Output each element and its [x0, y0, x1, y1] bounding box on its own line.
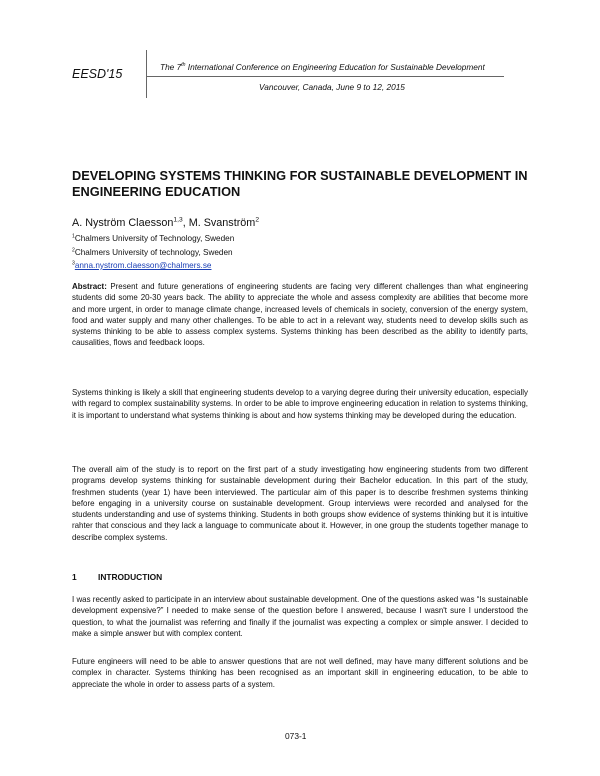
affiliation-email: $^3$anna.nystrom.claesson@chalmers.se [72, 260, 212, 270]
author-name: M. Svanström [188, 217, 256, 229]
body-paragraph: The overall aim of the study is to report on the first part of a study investigating how engineering students from two different programs develop systems thinking for sustainable development during their Bachelor education. In this part of the study, freshmen students (year 1) have been interviewed. The particular aim of this paper is to describe freshmen systems thinking before engaging in a university course on sustainable development. Group interviews were recorded and analysed for the students understanding and use of systems thinking. Students in both groups show evidence of systems thinking but it is intuitive rahter that conscious and they lack a language to communicate about it. However, in one group the students together manage to describe complex systems. [72, 465, 528, 542]
conference-short-name: EESD'15 [72, 67, 123, 81]
conference-location-date: Vancouver, Canada, June 9 to 12, 2015 [259, 82, 405, 92]
section-title: INTRODUCTION [98, 572, 163, 582]
body-paragraph: Future engineers will need to be able to answer questions that are not well defined, may have many different solutions and be complex in character. Systems thinking has been recognised as an important skill in engineering education, to be able to appreciate the whole in order to assess parts of a system. [72, 657, 528, 689]
section-number: 1 [72, 572, 77, 582]
section-heading [72, 572, 162, 582]
affiliation: $^2$Chalmers University of technology, Sweden [72, 247, 233, 257]
header-horizontal-rule [146, 76, 504, 77]
conference-title: The 7th International Conference on Engineering Education for Sustainable Development [160, 62, 485, 72]
abstract-label: Abstract: [72, 282, 107, 291]
header-vertical-rule [146, 50, 147, 98]
body-paragraph: I was recently asked to participate in an interview about sustainable development. One of the questions asked was “Is sustainable development expensive?” I needed to make sense of the question before I answered, because I wasn't sure I understood the question, to what the journalist was referring and finally if the journalist was expecting a complex or simple answer. I decided to make a simple answer but with complex content. [72, 595, 528, 638]
email-link[interactable]: anna.nystrom.claesson@chalmers.se [74, 261, 212, 270]
author-name: A. Nyström Claesson [72, 217, 174, 229]
body-paragraph: Systems thinking is likely a skill that engineering students develop to a varying degree during their university education, especially with regard to complex sustainability systems. In order to be able to improve engineering education in relation to systems thinking, it is important to understand what systems thinking is about and how systems thinking may be developed during the education. [72, 388, 528, 420]
abstract-paragraph: Abstract: Present and future generations of engineering students are facing very different challenges than what engineering students did some 20-30 years back. The ability to appreciate the whole and assess complexity are abilities that become more and more urgent, in order to manage climate change, increased levels of chemicals in society, conversion of the energy system, food and water supply and many other challenges. To be able to act in a relevant way, students need to develop skills such as systems thinking to be able to assess complex systems. Systems thinking has been described as the ability to identify parts, causalities, flows and feedback loops. [72, 282, 528, 348]
page-number: 073-1 [285, 731, 307, 741]
author-list: A. Nyström Claesson$^{1,3}$, M. Svanström$^2$ [72, 216, 260, 229]
paper-title: DEVELOPING SYSTEMS THINKING FOR SUSTAINABLE DEVELOPMENT IN ENGINEERING EDUCATION [72, 168, 528, 199]
affiliation: $^1$Chalmers University of Technology, Sweden [72, 233, 235, 243]
